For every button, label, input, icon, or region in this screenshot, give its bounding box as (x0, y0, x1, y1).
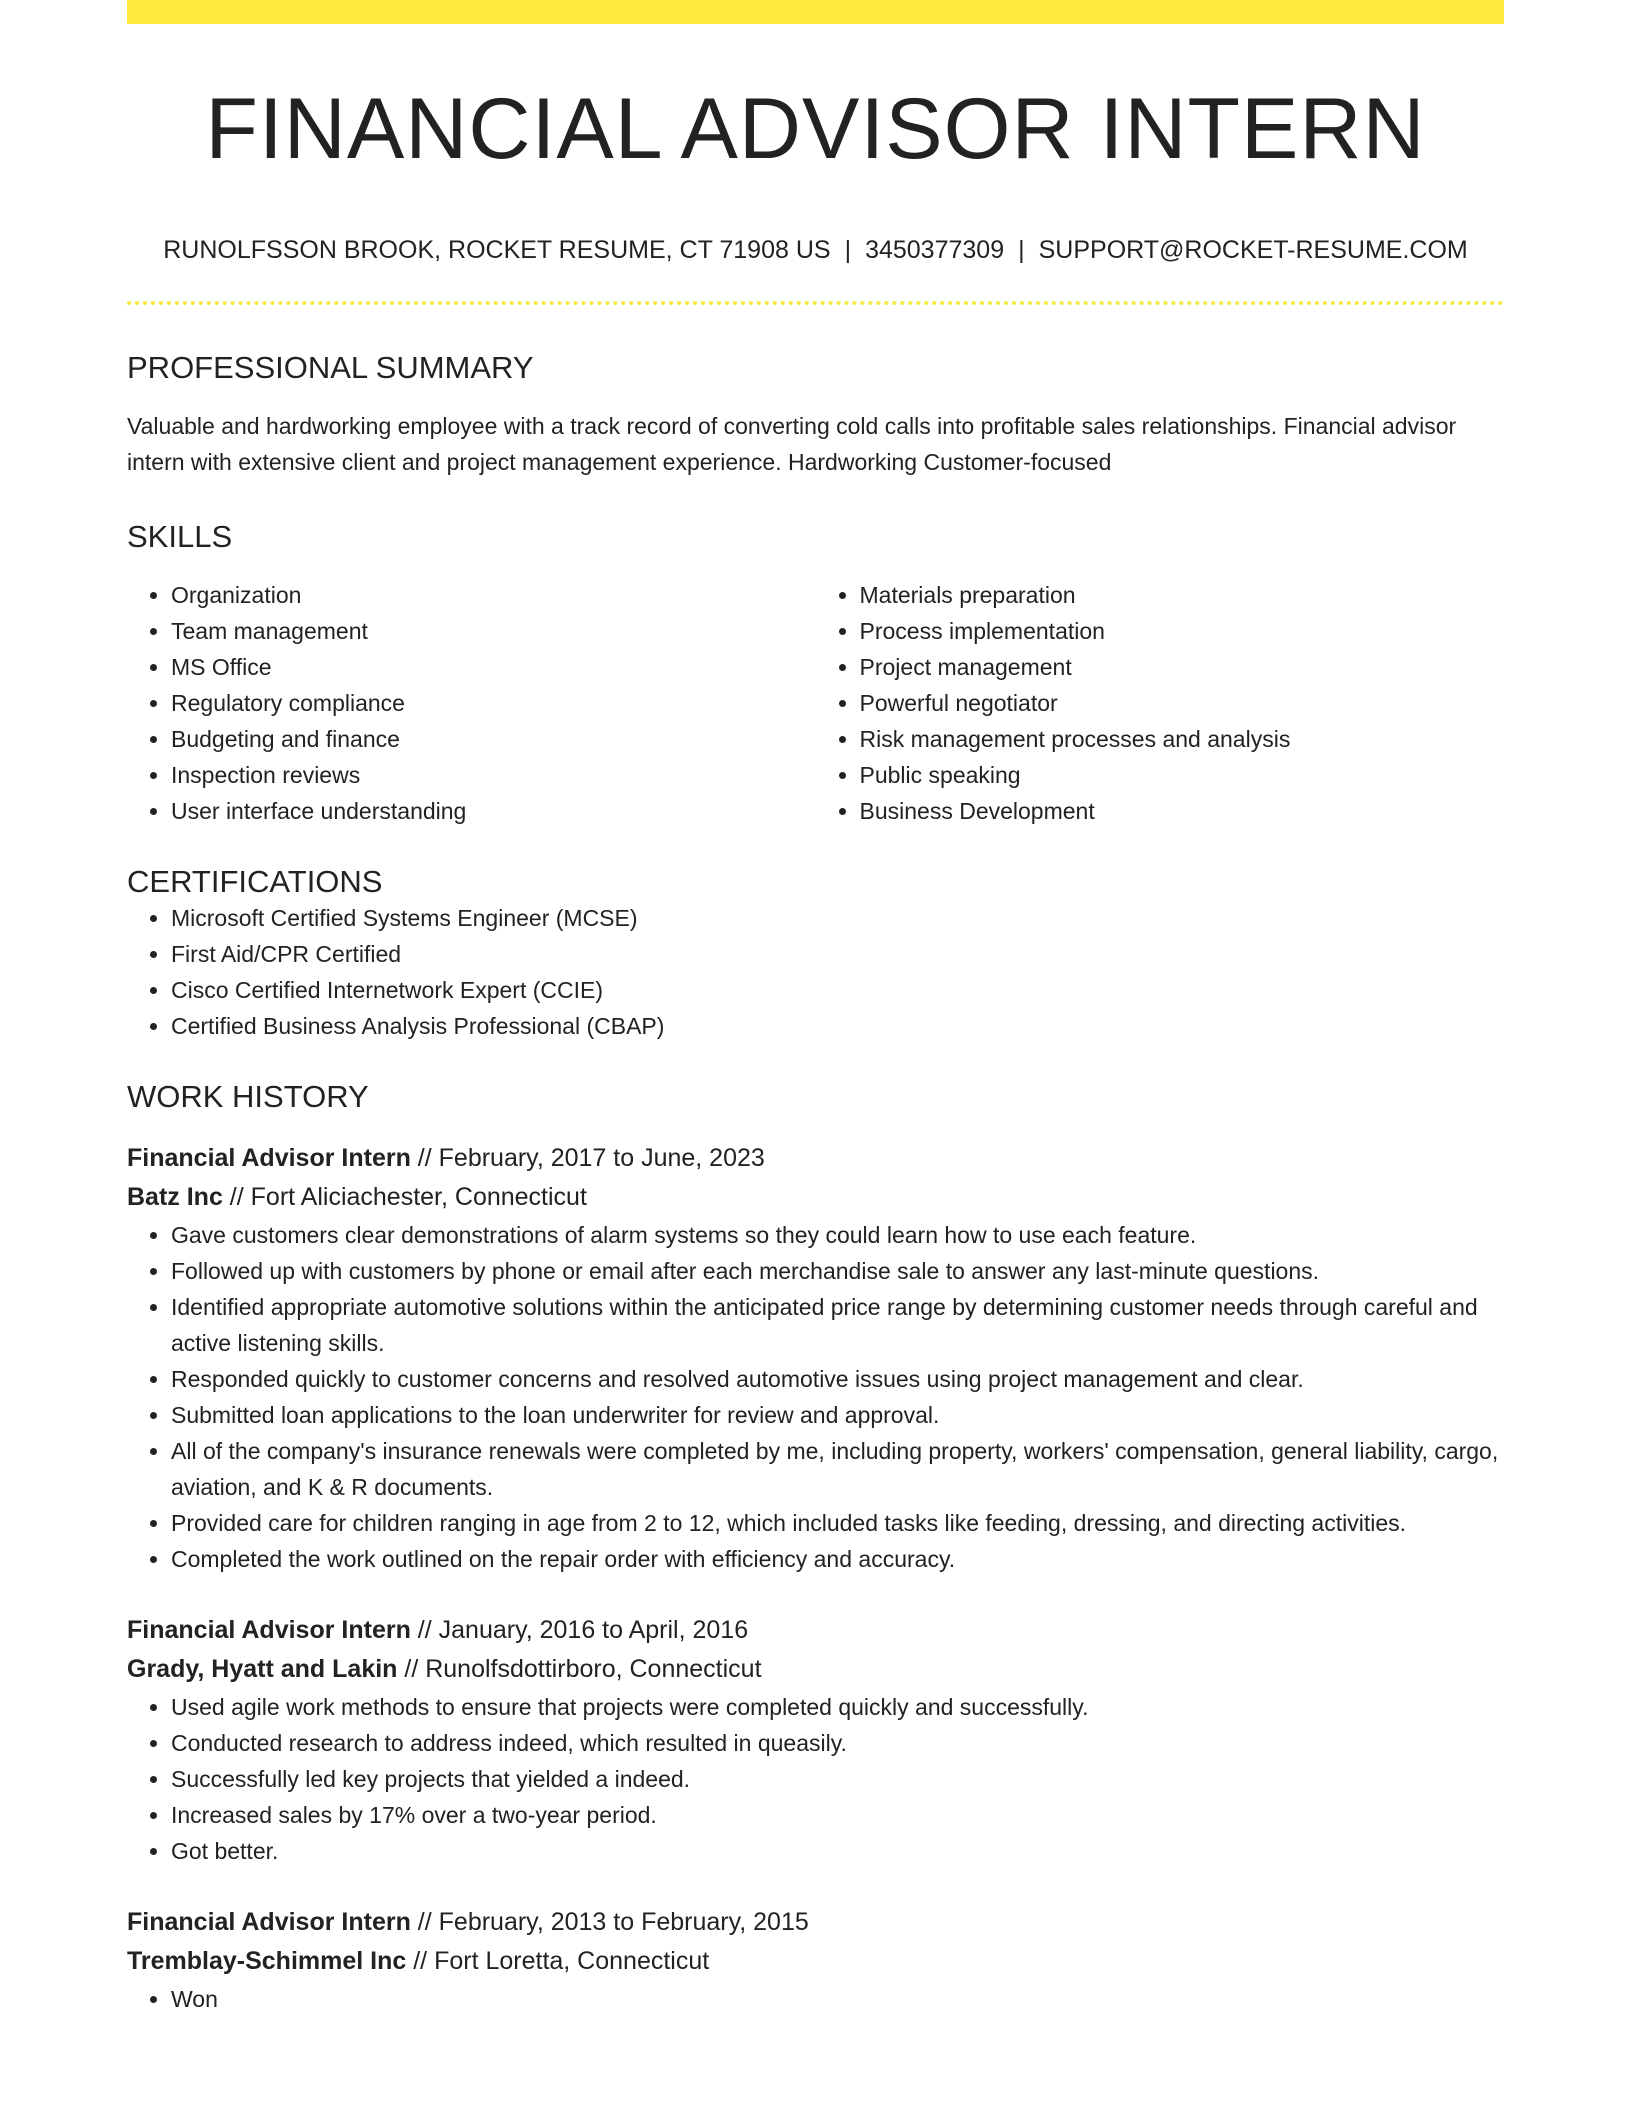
skill-item: • Organization (171, 577, 816, 613)
work-history-section (127, 1078, 1504, 2017)
job-company: Tremblay-Schimmel Inc (127, 1947, 407, 1976)
certification-item: • Cisco Certified Internetwork Expert (CCIE) (171, 972, 1504, 1008)
skills-columns (127, 577, 1504, 829)
job-bullets (127, 1689, 1504, 1869)
job-bullet: • Responded quickly to customer concerns and resolved automotive issues using project management and clear. (171, 1361, 1504, 1397)
skill-item: • Regulatory compliance (171, 685, 816, 721)
skill-item: • Process implementation (860, 613, 1505, 649)
skill-item: • MS Office (171, 649, 816, 685)
job-location: // Fort Aliciachester, Connecticut (222, 1183, 587, 1212)
job-bullet: • Completed the work outlined on the repair order with efficiency and accuracy. (171, 1541, 1504, 1577)
skill-item: • Materials preparation (860, 577, 1505, 613)
job-title-line (127, 1611, 1504, 1650)
skill-item: • Inspection reviews (171, 757, 816, 793)
job-dates: // February, 2017 to June, 2023 (410, 1144, 765, 1173)
job-bullet: • All of the company's insurance renewals were completed by me, including property, workers' compensation, general liability, cargo, aviation, and K & R documents. (171, 1433, 1504, 1505)
job-bullet: • Won (171, 1981, 1504, 2017)
skills-section (127, 518, 1504, 829)
job-title-line (127, 1903, 1504, 1942)
job-company-line (127, 1942, 1504, 1981)
contact-line (127, 235, 1504, 265)
job-bullet: • Successfully led key projects that yielded a indeed. (171, 1761, 1504, 1797)
skills-list-left (127, 577, 816, 829)
contact-phone: 3450377309 (865, 235, 1005, 264)
job-dates: // February, 2013 to February, 2015 (410, 1908, 809, 1937)
job-bullet: • Submitted loan applications to the loan underwriter for review and approval. (171, 1397, 1504, 1433)
job-location: // Fort Loretta, Connecticut (406, 1947, 710, 1976)
certifications-section (127, 863, 1504, 1044)
skill-item: • Project management (860, 649, 1505, 685)
section-title-certifications: CERTIFICATIONS (127, 863, 383, 899)
job-bullet: • Gave customers clear demonstrations of alarm systems so they could learn how to use each feature. (171, 1217, 1504, 1253)
skill-item: • Public speaking (860, 757, 1505, 793)
skill-item: • Business Development (860, 793, 1505, 829)
certification-item: • First Aid/CPR Certified (171, 936, 1504, 972)
job-bullets (127, 1981, 1504, 2017)
job-company: Batz Inc (127, 1183, 223, 1212)
job-role: Financial Advisor Intern (127, 1616, 411, 1645)
job-bullet: • Got better. (171, 1833, 1504, 1869)
contact-address: RUNOLFSSON BROOK, ROCKET RESUME, CT 71908 US (163, 235, 831, 264)
section-title-work-history: WORK HISTORY (127, 1079, 369, 1115)
job-company: Grady, Hyatt and Lakin (127, 1655, 398, 1684)
dotted-divider (127, 301, 1504, 305)
section-title-summary: PROFESSIONAL SUMMARY (127, 349, 534, 385)
job-location: // Runolfsdottirboro, Connecticut (397, 1655, 762, 1684)
job-bullet: • Used agile work methods to ensure that projects were completed quickly and successfully. (171, 1689, 1504, 1725)
summary-text: Valuable and hardworking employee with a track record of converting cold calls into profitable sales relationships. Financial advisor intern with extensive client and project management experience. Hardworking Customer-focused (127, 412, 1457, 475)
job-company-line (127, 1178, 1504, 1217)
top-accent-bar (127, 0, 1504, 24)
resume-page (127, 0, 1504, 2017)
section-title-skills: SKILLS (127, 518, 233, 554)
certifications-list (127, 900, 1504, 1044)
job-entry (127, 1611, 1504, 1869)
resume-name: FINANCIAL ADVISOR INTERN (205, 81, 1426, 177)
skill-item: • Powerful negotiator (860, 685, 1505, 721)
job-bullet: • Followed up with customers by phone or email after each merchandise sale to answer any last-minute questions. (171, 1253, 1504, 1289)
job-bullets (127, 1217, 1504, 1577)
skill-item: • User interface understanding (171, 793, 816, 829)
job-role: Financial Advisor Intern (127, 1908, 411, 1937)
job-bullet: • Identified appropriate automotive solutions within the anticipated price range by determining customer needs through careful and active listening skills. (171, 1289, 1504, 1361)
job-entry (127, 1903, 1504, 2017)
job-bullet: • Increased sales by 17% over a two-year period. (171, 1797, 1504, 1833)
skill-item: • Budgeting and finance (171, 721, 816, 757)
certification-item: • Microsoft Certified Systems Engineer (MCSE) (171, 900, 1504, 936)
certification-item: • Certified Business Analysis Professional (CBAP) (171, 1008, 1504, 1044)
skill-item: • Team management (171, 613, 816, 649)
skills-list-right (816, 577, 1505, 829)
contact-separator: | (844, 235, 852, 264)
job-dates: // January, 2016 to April, 2016 (410, 1616, 749, 1645)
contact-email: SUPPORT@ROCKET-RESUME.COM (1038, 235, 1468, 264)
contact-separator: | (1018, 235, 1025, 264)
job-entry (127, 1139, 1504, 1577)
job-role: Financial Advisor Intern (127, 1144, 411, 1173)
summary-section (127, 349, 1504, 480)
job-bullet: • Provided care for children ranging in age from 2 to 12, which included tasks like feeding, dressing, and directing activities. (171, 1505, 1504, 1541)
skill-item: • Risk management processes and analysis (860, 721, 1505, 757)
job-company-line (127, 1650, 1504, 1689)
job-bullet: • Conducted research to address indeed, which resulted in queasily. (171, 1725, 1504, 1761)
job-title-line (127, 1139, 1504, 1178)
